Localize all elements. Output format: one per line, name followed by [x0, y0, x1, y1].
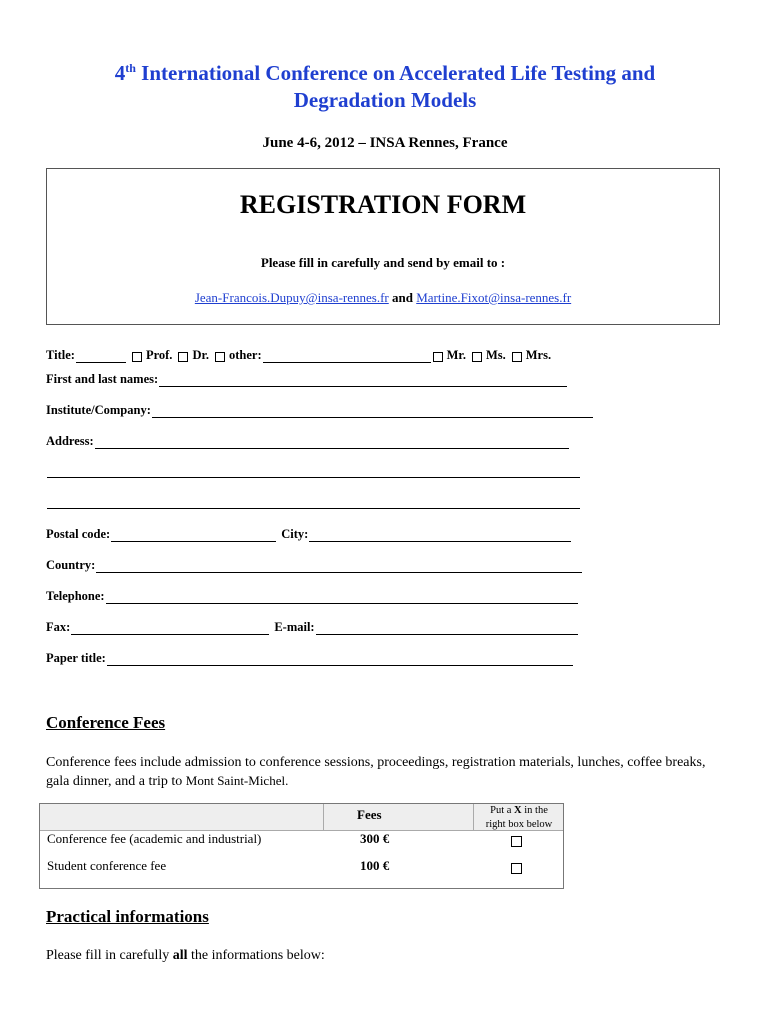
fees-description-main: Conference fees include admission to conference sessions, proceedings, registration materials, lunches, coffee breaks, gala dinner, and a trip to — [46, 755, 706, 789]
registration-emails — [47, 290, 719, 306]
other-blank[interactable] — [263, 350, 431, 363]
fee-row-student-label: Student conference fee — [47, 858, 167, 873]
names-row — [46, 372, 567, 387]
fee-row-academic-checkbox[interactable] — [511, 836, 522, 847]
other-checkbox[interactable] — [215, 352, 225, 362]
conference-title — [60, 60, 710, 114]
select-note-a: Put a — [490, 805, 515, 816]
telephone-row — [46, 589, 578, 604]
registration-heading: REGISTRATION FORM — [239, 190, 527, 219]
fees-table-divider-1 — [323, 804, 324, 830]
email-link-dupuy[interactable]: Jean-Francois.Dupuy@insa-rennes.fr — [194, 290, 389, 305]
practical-intro — [46, 947, 726, 965]
prof-checkbox[interactable] — [132, 352, 142, 362]
title-ordinal: 4 — [114, 61, 126, 85]
paper-label: Paper title: — [46, 651, 106, 665]
email-blank[interactable] — [316, 622, 578, 635]
fees-section-title: Conference Fees — [46, 713, 166, 732]
email-conjunction: and — [392, 290, 413, 305]
practical-intro-b: the informations below: — [187, 948, 325, 963]
ms-checkbox[interactable] — [472, 352, 482, 362]
paper-row — [46, 651, 573, 666]
fee-row-academic-amount: 300 € — [360, 831, 390, 846]
names-label: First and last names: — [46, 372, 159, 386]
practical-intro-a: Please fill in carefully — [46, 948, 173, 963]
institute-row — [46, 403, 593, 418]
practical-section-title: Practical informations — [46, 907, 209, 926]
fax-blank[interactable] — [71, 622, 269, 635]
institute-label: Institute/Company: — [46, 403, 151, 417]
address-line-2-row — [46, 465, 580, 478]
fax-email-row — [46, 620, 578, 635]
institute-blank[interactable] — [152, 405, 593, 418]
fax-label: Fax: — [46, 620, 71, 634]
address-line-2-blank[interactable] — [47, 465, 580, 478]
select-note-b: in the — [521, 805, 548, 816]
postal-city-row — [46, 527, 571, 542]
fees-description — [46, 754, 726, 791]
title-label: Title: — [46, 348, 75, 362]
select-column-header-line-1 — [474, 804, 564, 818]
email-link-fixot[interactable]: Martine.Fixot@insa-rennes.fr — [416, 290, 572, 305]
postal-label: Postal code: — [46, 527, 111, 541]
mr-label: Mr. — [446, 348, 466, 362]
mr-checkbox[interactable] — [433, 352, 443, 362]
registration-box — [46, 168, 720, 325]
title-line-1 — [60, 60, 710, 87]
fee-row-student-checkbox[interactable] — [511, 863, 522, 874]
telephone-blank[interactable] — [106, 591, 578, 604]
paper-blank[interactable] — [107, 653, 573, 666]
other-label: other: — [229, 348, 262, 362]
names-blank[interactable] — [159, 374, 567, 387]
email-label: E-mail: — [274, 620, 315, 634]
country-row — [46, 558, 582, 573]
title-blank[interactable] — [76, 350, 126, 363]
fee-row-academic-label: Conference fee (academic and industrial) — [47, 831, 262, 846]
address-label: Address: — [46, 434, 94, 448]
date-place: June 4-6, 2012 – INSA Rennes, France — [262, 135, 508, 151]
registration-instruction: Please fill in carefully and send by email to : — [260, 255, 506, 270]
country-label: Country: — [46, 558, 96, 572]
fee-row-student-amount: 100 € — [360, 858, 390, 873]
ms-label: Ms. — [485, 348, 506, 362]
mrs-label: Mrs. — [525, 348, 552, 362]
select-column-header — [474, 804, 564, 832]
address-line-3-blank[interactable] — [47, 496, 580, 509]
select-column-header-line-2: right box below — [485, 819, 553, 830]
fees-description-place: Mont Saint-Michel. — [185, 773, 289, 788]
city-blank[interactable] — [309, 529, 571, 542]
mrs-checkbox[interactable] — [512, 352, 522, 362]
address-blank[interactable] — [95, 436, 569, 449]
title-ordinal-suffix: th — [125, 61, 136, 75]
address-line-3-row — [46, 496, 580, 509]
postal-blank[interactable] — [111, 529, 276, 542]
select-note-x: X — [514, 805, 522, 816]
prof-label: Prof. — [145, 348, 173, 362]
country-blank[interactable] — [96, 560, 582, 573]
dr-label: Dr. — [192, 348, 209, 362]
city-label: City: — [281, 527, 309, 541]
title-text-1: International Conference on Accelerated Life Testing and — [135, 61, 656, 85]
title-line-2: Degradation Models — [293, 88, 477, 112]
practical-intro-bold: all — [172, 948, 188, 963]
telephone-label: Telephone: — [46, 589, 105, 603]
fees-table — [39, 803, 564, 889]
fees-column-header: Fees — [357, 807, 382, 822]
title-row — [46, 348, 551, 363]
address-row — [46, 434, 569, 449]
dr-checkbox[interactable] — [178, 352, 188, 362]
